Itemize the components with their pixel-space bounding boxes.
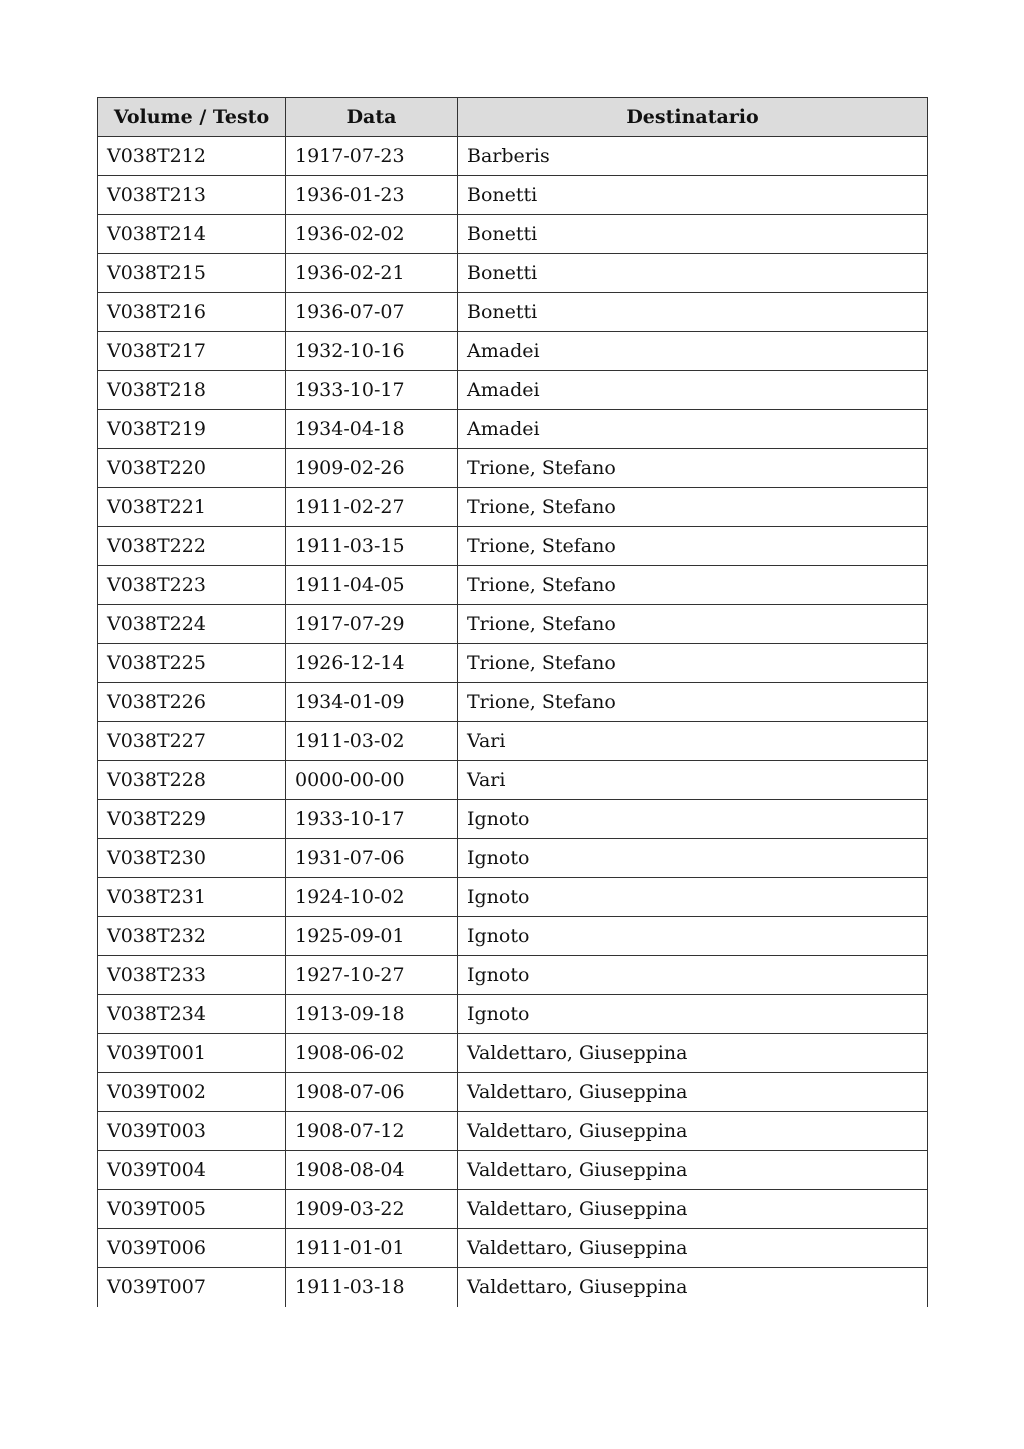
- cell-data: 1927-10-27: [286, 956, 458, 995]
- cell-data: 1908-06-02: [286, 1034, 458, 1073]
- column-header-destinatario: Destinatario: [458, 98, 928, 137]
- cell-volume-testo: V039T001: [98, 1034, 286, 1073]
- cell-data: 0000-00-00: [286, 761, 458, 800]
- cell-destinatario: Valdettaro, Giuseppina: [458, 1151, 928, 1190]
- column-header-volume-testo: Volume / Testo: [98, 98, 286, 137]
- cell-volume-testo: V038T217: [98, 332, 286, 371]
- cell-volume-testo: V038T219: [98, 410, 286, 449]
- table-row: [98, 1190, 928, 1229]
- cell-volume-testo: V039T002: [98, 1073, 286, 1112]
- cell-data: 1908-08-04: [286, 1151, 458, 1190]
- cell-data: 1933-10-17: [286, 800, 458, 839]
- cell-data: 1913-09-18: [286, 995, 458, 1034]
- cell-volume-testo: V038T227: [98, 722, 286, 761]
- cell-data: 1934-04-18: [286, 410, 458, 449]
- cell-volume-testo: V039T005: [98, 1190, 286, 1229]
- cell-data: 1911-01-01: [286, 1229, 458, 1268]
- cell-volume-testo: V038T214: [98, 215, 286, 254]
- table-row: [98, 956, 928, 995]
- cell-destinatario: Valdettaro, Giuseppina: [458, 1034, 928, 1073]
- cell-volume-testo: V039T004: [98, 1151, 286, 1190]
- cell-volume-testo: V038T231: [98, 878, 286, 917]
- cell-destinatario: Trione, Stefano: [458, 605, 928, 644]
- cell-destinatario: Ignoto: [458, 839, 928, 878]
- header-row: [98, 98, 928, 137]
- table-row: [98, 1268, 928, 1307]
- cell-destinatario: Ignoto: [458, 995, 928, 1034]
- table-row: [98, 1112, 928, 1151]
- cell-destinatario: Amadei: [458, 371, 928, 410]
- cell-volume-testo: V039T003: [98, 1112, 286, 1151]
- cell-destinatario: Trione, Stefano: [458, 566, 928, 605]
- cell-destinatario: Amadei: [458, 410, 928, 449]
- cell-volume-testo: V038T224: [98, 605, 286, 644]
- cell-data: 1911-03-15: [286, 527, 458, 566]
- table-row: [98, 176, 928, 215]
- table-row: [98, 527, 928, 566]
- cell-destinatario: Valdettaro, Giuseppina: [458, 1268, 928, 1307]
- table-row: [98, 449, 928, 488]
- table-row: [98, 995, 928, 1034]
- cell-volume-testo: V039T006: [98, 1229, 286, 1268]
- cell-destinatario: Amadei: [458, 332, 928, 371]
- table-row: [98, 761, 928, 800]
- cell-data: 1933-10-17: [286, 371, 458, 410]
- cell-volume-testo: V038T222: [98, 527, 286, 566]
- table-row: [98, 332, 928, 371]
- cell-destinatario: Vari: [458, 761, 928, 800]
- table-row: [98, 215, 928, 254]
- cell-data: 1931-07-06: [286, 839, 458, 878]
- cell-data: 1932-10-16: [286, 332, 458, 371]
- cell-data: 1917-07-29: [286, 605, 458, 644]
- cell-data: 1909-03-22: [286, 1190, 458, 1229]
- cell-volume-testo: V038T220: [98, 449, 286, 488]
- cell-volume-testo: V038T226: [98, 683, 286, 722]
- cell-data: 1908-07-06: [286, 1073, 458, 1112]
- table-row: [98, 722, 928, 761]
- cell-destinatario: Valdettaro, Giuseppina: [458, 1073, 928, 1112]
- cell-destinatario: Trione, Stefano: [458, 683, 928, 722]
- cell-data: 1926-12-14: [286, 644, 458, 683]
- cell-data: 1909-02-26: [286, 449, 458, 488]
- table-row: [98, 293, 928, 332]
- cell-data: 1934-01-09: [286, 683, 458, 722]
- table-row: [98, 683, 928, 722]
- cell-volume-testo: V038T233: [98, 956, 286, 995]
- cell-data: 1908-07-12: [286, 1112, 458, 1151]
- table-row: [98, 644, 928, 683]
- cell-data: 1925-09-01: [286, 917, 458, 956]
- cell-volume-testo: V038T218: [98, 371, 286, 410]
- cell-destinatario: Bonetti: [458, 215, 928, 254]
- table-row: [98, 878, 928, 917]
- cell-data: 1911-03-02: [286, 722, 458, 761]
- cell-destinatario: Bonetti: [458, 254, 928, 293]
- table-row: [98, 839, 928, 878]
- cell-destinatario: Valdettaro, Giuseppina: [458, 1229, 928, 1268]
- cell-volume-testo: V038T234: [98, 995, 286, 1034]
- cell-destinatario: Bonetti: [458, 176, 928, 215]
- table-row: [98, 566, 928, 605]
- table-row: [98, 917, 928, 956]
- cell-volume-testo: V039T007: [98, 1268, 286, 1307]
- table-row: [98, 371, 928, 410]
- cell-data: 1911-03-18: [286, 1268, 458, 1307]
- cell-data: 1924-10-02: [286, 878, 458, 917]
- cell-destinatario: Trione, Stefano: [458, 488, 928, 527]
- table-row: [98, 1034, 928, 1073]
- cell-destinatario: Ignoto: [458, 917, 928, 956]
- cell-destinatario: Bonetti: [458, 293, 928, 332]
- cell-data: 1911-04-05: [286, 566, 458, 605]
- cell-volume-testo: V038T221: [98, 488, 286, 527]
- table-header: [98, 98, 928, 137]
- cell-destinatario: Trione, Stefano: [458, 449, 928, 488]
- cell-data: 1936-02-21: [286, 254, 458, 293]
- cell-data: 1936-01-23: [286, 176, 458, 215]
- cell-destinatario: Trione, Stefano: [458, 644, 928, 683]
- cell-destinatario: Trione, Stefano: [458, 527, 928, 566]
- cell-volume-testo: V038T225: [98, 644, 286, 683]
- table-row: [98, 254, 928, 293]
- column-header-data: Data: [286, 98, 458, 137]
- cell-data: 1917-07-23: [286, 137, 458, 176]
- cell-destinatario: Valdettaro, Giuseppina: [458, 1112, 928, 1151]
- table-row: [98, 1073, 928, 1112]
- table-row: [98, 410, 928, 449]
- cell-data: 1936-02-02: [286, 215, 458, 254]
- cell-volume-testo: V038T212: [98, 137, 286, 176]
- cell-destinatario: Ignoto: [458, 956, 928, 995]
- letters-table: [97, 97, 928, 1307]
- cell-volume-testo: V038T228: [98, 761, 286, 800]
- table-body: [98, 137, 928, 1307]
- cell-destinatario: Valdettaro, Giuseppina: [458, 1190, 928, 1229]
- cell-volume-testo: V038T213: [98, 176, 286, 215]
- cell-destinatario: Barberis: [458, 137, 928, 176]
- table-row: [98, 488, 928, 527]
- table-row: [98, 1229, 928, 1268]
- table-row: [98, 1151, 928, 1190]
- cell-destinatario: Ignoto: [458, 878, 928, 917]
- table-row: [98, 137, 928, 176]
- cell-destinatario: Ignoto: [458, 800, 928, 839]
- cell-volume-testo: V038T229: [98, 800, 286, 839]
- cell-data: 1911-02-27: [286, 488, 458, 527]
- cell-volume-testo: V038T215: [98, 254, 286, 293]
- cell-volume-testo: V038T230: [98, 839, 286, 878]
- cell-destinatario: Vari: [458, 722, 928, 761]
- table-row: [98, 605, 928, 644]
- cell-volume-testo: V038T216: [98, 293, 286, 332]
- cell-data: 1936-07-07: [286, 293, 458, 332]
- cell-volume-testo: V038T232: [98, 917, 286, 956]
- cell-volume-testo: V038T223: [98, 566, 286, 605]
- table-row: [98, 800, 928, 839]
